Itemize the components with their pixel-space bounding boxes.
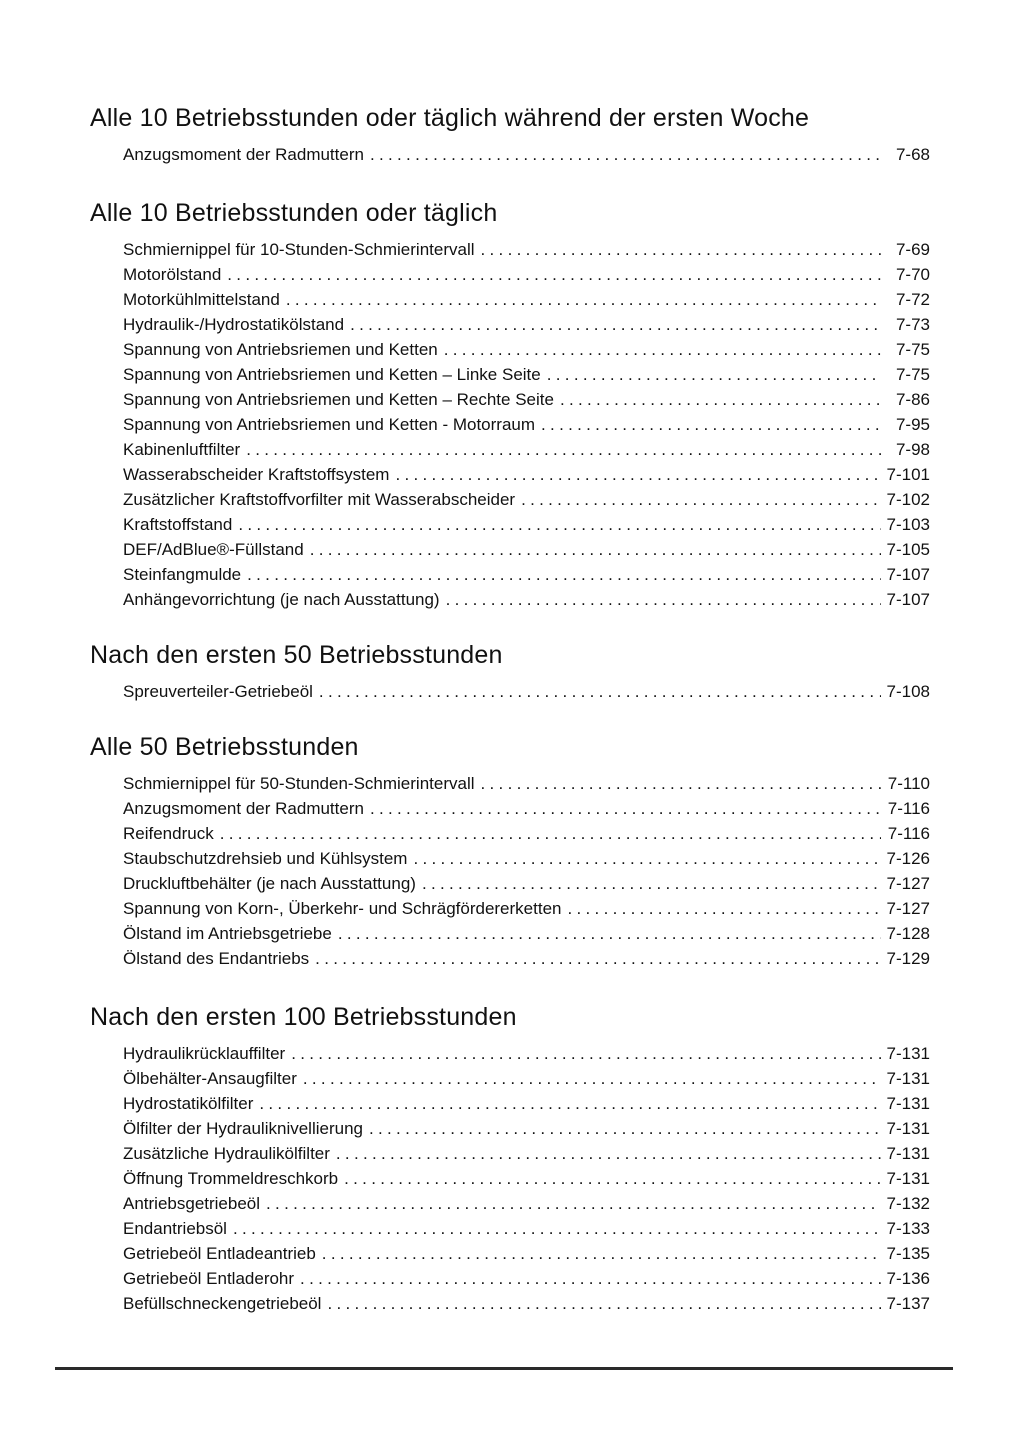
toc-section <box>90 102 930 167</box>
toc-entry-page: 7-116 <box>887 799 930 818</box>
dot-leader <box>303 1066 881 1091</box>
toc-entry-title: Ölfilter der Hydrauliknivellierung <box>123 1119 363 1138</box>
dot-leader <box>220 821 881 846</box>
toc-entry-title: Endantriebsöl <box>123 1219 227 1238</box>
toc-section <box>90 197 930 612</box>
toc-entry-page: 7-75 <box>895 340 930 359</box>
toc-entry-title: Schmiernippel für 50-Stunden-Schmierintervall <box>123 774 475 793</box>
dot-leader <box>322 1241 881 1266</box>
toc-entry <box>123 871 930 896</box>
toc-entry-title: Hydrostatikölfilter <box>123 1094 254 1113</box>
toc-entry-title: Kabinenluftfilter <box>123 440 241 459</box>
dot-leader <box>246 437 881 462</box>
toc-entry-page: 7-98 <box>895 440 930 459</box>
toc-entry-page: 7-135 <box>886 1244 930 1263</box>
toc-entry-title: Ölstand im Antriebsgetriebe <box>123 924 332 943</box>
dot-leader <box>319 679 881 704</box>
dot-leader <box>422 871 881 896</box>
toc-entry <box>123 462 930 487</box>
toc-entry-title: DEF/AdBlue®-Füllstand <box>123 540 304 559</box>
toc-entry-page: 7-73 <box>895 315 930 334</box>
toc-entry <box>123 412 930 437</box>
dot-leader <box>521 487 881 512</box>
toc-entry-title: Anhängevorrichtung (je nach Ausstattung) <box>123 590 440 609</box>
toc-entry-title: Spreuverteiler-Getriebeöl <box>123 682 313 701</box>
dot-leader <box>300 1266 881 1291</box>
dot-leader <box>233 1216 881 1241</box>
section-heading: Nach den ersten 100 Betriebsstunden <box>90 1003 517 1031</box>
dot-leader <box>238 512 881 537</box>
toc-entry <box>123 287 930 312</box>
toc-entry-page: 7-102 <box>886 490 930 509</box>
toc-entry-title: Antriebsgetriebeöl <box>123 1194 261 1213</box>
toc-entry <box>123 946 930 971</box>
toc-entry <box>123 312 930 337</box>
toc-entry-page: 7-127 <box>886 899 930 918</box>
toc-entry-page: 7-86 <box>895 390 930 409</box>
toc-entry-page: 7-72 <box>895 290 930 309</box>
toc-entry <box>123 387 930 412</box>
toc-entry-page: 7-75 <box>895 365 930 384</box>
toc-entry <box>123 512 930 537</box>
toc-entry-page: 7-95 <box>895 415 930 434</box>
dot-leader <box>247 562 881 587</box>
toc-entry <box>123 1241 930 1266</box>
toc-entry-page: 7-101 <box>886 465 930 484</box>
toc-entry <box>123 1291 930 1316</box>
toc-entry-title: Anzugsmoment der Radmuttern <box>123 799 364 818</box>
toc-entry <box>123 142 930 167</box>
dot-leader <box>481 771 882 796</box>
dot-leader <box>259 1091 881 1116</box>
dot-leader <box>567 896 881 921</box>
dot-leader <box>338 921 881 946</box>
section-entries <box>90 237 930 612</box>
dot-leader <box>327 1291 881 1316</box>
section-entries <box>90 771 930 971</box>
toc-entry <box>123 237 930 262</box>
dot-leader <box>315 946 881 971</box>
section-heading: Alle 10 Betriebsstunden oder täglich <box>90 199 498 227</box>
toc-entry <box>123 562 930 587</box>
toc-entry-page: 7-127 <box>886 874 930 893</box>
toc-entry-title: Wasserabscheider Kraftstoffsystem <box>123 465 390 484</box>
toc-entry-title: Druckluftbehälter (je nach Ausstattung) <box>123 874 416 893</box>
toc-entry <box>123 337 930 362</box>
dot-leader <box>395 462 881 487</box>
toc-entry-page: 7-68 <box>895 145 930 164</box>
toc-entry-title: Ölbehälter-Ansaugfilter <box>123 1069 297 1088</box>
toc-entry-title: Kraftstoffstand <box>123 515 233 534</box>
toc-entry-page: 7-107 <box>886 590 930 609</box>
toc-section <box>90 639 930 704</box>
toc-entry-title: Spannung von Antriebsriemen und Ketten - Motorraum <box>123 415 536 434</box>
toc-entry-title: Befüllschneckengetriebeöl <box>123 1294 322 1313</box>
toc-entry-page: 7-116 <box>887 824 930 843</box>
toc-entry <box>123 771 930 796</box>
toc-entry <box>123 437 930 462</box>
toc-entry-page: 7-131 <box>886 1069 930 1088</box>
section-heading: Alle 50 Betriebsstunden <box>90 733 359 761</box>
toc-entry-title: Schmiernippel für 10-Stunden-Schmierintervall <box>123 240 475 259</box>
toc-entry-page: 7-133 <box>886 1219 930 1238</box>
dot-leader <box>369 1116 881 1141</box>
dot-leader <box>444 337 881 362</box>
toc-entry <box>123 1066 930 1091</box>
toc-entry <box>123 846 930 871</box>
toc-entry-title: Getriebeöl Entladerohr <box>123 1269 295 1288</box>
section-heading: Nach den ersten 50 Betriebsstunden <box>90 641 503 669</box>
toc-entry-title: Ölstand des Endantriebs <box>123 949 310 968</box>
toc-entry-title: Spannung von Antriebsriemen und Ketten – Linke Seite <box>123 365 541 384</box>
toc-entry-page: 7-70 <box>895 265 930 284</box>
dot-leader <box>560 387 881 412</box>
toc-entry-page: 7-103 <box>886 515 930 534</box>
dot-leader <box>370 796 881 821</box>
toc-entry-title: Getriebeöl Entladeantrieb <box>123 1244 316 1263</box>
dot-leader <box>227 262 881 287</box>
toc-entry-title: Reifendruck <box>123 824 214 843</box>
dot-leader <box>286 287 881 312</box>
dot-leader <box>350 312 881 337</box>
section-entries <box>90 1041 930 1316</box>
toc-entry-title: Motorkühlmittelstand <box>123 290 280 309</box>
toc-entry-page: 7-110 <box>887 774 930 793</box>
section-entries <box>90 679 930 704</box>
toc-section <box>90 731 930 971</box>
toc-entry <box>123 1166 930 1191</box>
toc-entry <box>123 1216 930 1241</box>
toc-section <box>90 1001 930 1316</box>
toc-entry <box>123 262 930 287</box>
toc-entry <box>123 587 930 612</box>
toc-entry-page: 7-131 <box>886 1094 930 1113</box>
toc-entry-page: 7-107 <box>886 565 930 584</box>
footer-rule <box>55 1367 953 1370</box>
toc-entry-title: Motorölstand <box>123 265 222 284</box>
toc-entry-page: 7-129 <box>886 949 930 968</box>
toc-entry-page: 7-132 <box>886 1194 930 1213</box>
toc-entry-page: 7-105 <box>886 540 930 559</box>
dot-leader <box>446 587 881 612</box>
toc-entry-title: Zusätzlicher Kraftstoffvorfilter mit Wasserabscheider <box>123 490 516 509</box>
dot-leader <box>266 1191 881 1216</box>
dot-leader <box>413 846 881 871</box>
toc-entry-title: Anzugsmoment der Radmuttern <box>123 145 364 164</box>
dot-leader <box>547 362 881 387</box>
toc-entry-title: Spannung von Korn-, Überkehr- und Schrägfördererketten <box>123 899 562 918</box>
toc-entry <box>123 1091 930 1116</box>
toc-entry <box>123 1266 930 1291</box>
toc-entry-title: Zusätzliche Hydraulikölfilter <box>123 1144 330 1163</box>
toc-entry-page: 7-131 <box>886 1144 930 1163</box>
dot-leader <box>481 237 882 262</box>
dot-leader <box>310 537 881 562</box>
toc-entry-page: 7-136 <box>886 1269 930 1288</box>
toc-entry <box>123 921 930 946</box>
toc-entry-title: Spannung von Antriebsriemen und Ketten <box>123 340 438 359</box>
toc-entry <box>123 896 930 921</box>
toc-entry-page: 7-69 <box>895 240 930 259</box>
toc-entry-page: 7-128 <box>886 924 930 943</box>
toc-entry <box>123 796 930 821</box>
toc-entry-page: 7-137 <box>886 1294 930 1313</box>
toc-entry <box>123 1116 930 1141</box>
toc-entry-page: 7-131 <box>886 1119 930 1138</box>
section-entries <box>90 142 930 167</box>
dot-leader <box>344 1166 881 1191</box>
toc-entry-page: 7-126 <box>886 849 930 868</box>
dot-leader <box>336 1141 881 1166</box>
toc-entry-page: 7-131 <box>886 1169 930 1188</box>
toc-entry <box>123 679 930 704</box>
toc-entry <box>123 1041 930 1066</box>
toc-entry <box>123 1191 930 1216</box>
toc-entry-title: Spannung von Antriebsriemen und Ketten – Rechte Seite <box>123 390 554 409</box>
toc-entry <box>123 487 930 512</box>
dot-leader <box>291 1041 881 1066</box>
section-heading: Alle 10 Betriebsstunden oder täglich während der ersten Woche <box>90 104 810 132</box>
toc-entry-title: Steinfangmulde <box>123 565 242 584</box>
toc-entry-page: 7-131 <box>886 1044 930 1063</box>
dot-leader <box>541 412 881 437</box>
toc-entry <box>123 821 930 846</box>
toc-entry-title: Öffnung Trommeldreschkorb <box>123 1169 339 1188</box>
toc-entry-title: Staubschutzdrehsieb und Kühlsystem <box>123 849 408 868</box>
toc-entry <box>123 1141 930 1166</box>
toc-entry-title: Hydraulik-/Hydrostatikölstand <box>123 315 345 334</box>
toc-entry <box>123 537 930 562</box>
toc-entry-page: 7-108 <box>886 682 930 701</box>
toc-entry-title: Hydraulikrücklauffilter <box>123 1044 286 1063</box>
dot-leader <box>370 142 881 167</box>
toc-entry <box>123 362 930 387</box>
